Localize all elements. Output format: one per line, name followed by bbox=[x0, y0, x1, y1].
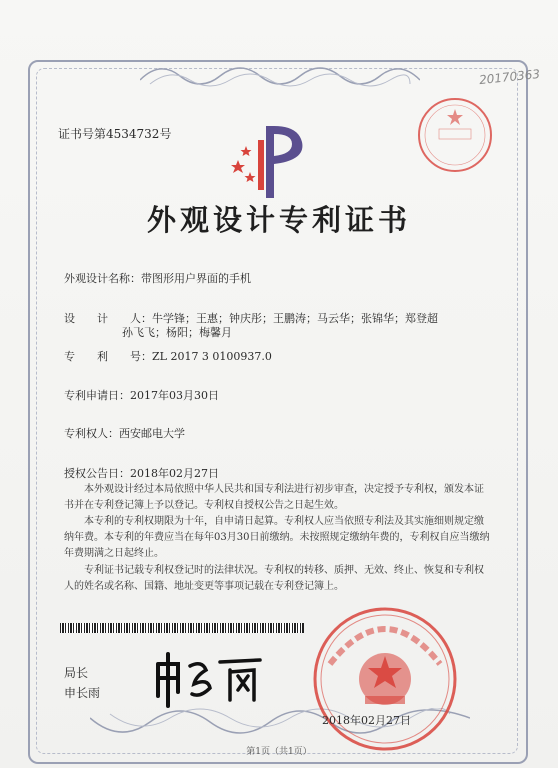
barcode bbox=[60, 623, 304, 633]
designers-label: 设 计 人： bbox=[64, 312, 152, 325]
filing-date-label: 专利申请日： bbox=[64, 389, 130, 402]
patentee-row bbox=[64, 425, 185, 441]
page-indicator: 第1页（共1页） bbox=[246, 747, 312, 757]
body-paragraph-2: 本专利的专利权期限为十年，自申请日起算。专利权人应当依照专利法及其实施细则规定缴纳年费。本专利的年费应当在每年03月30日前缴纳。未按照规定缴纳年费的，专利权自应当缴纳年费期满之日起终止。 bbox=[64, 516, 490, 559]
grant-date-label: 授权公告日： bbox=[64, 467, 130, 480]
designers-row bbox=[64, 310, 438, 326]
patent-number-value: ZL 2017 3 0100937.0 bbox=[152, 350, 272, 363]
filing-date-value: 2017年03月30日 bbox=[130, 389, 219, 402]
national-ip-office-seal bbox=[310, 604, 460, 754]
patentee-label: 专利权人： bbox=[64, 427, 119, 440]
director-signature bbox=[150, 650, 270, 710]
director-title: 局长 bbox=[64, 666, 89, 680]
patent-number-label: 专 利 号： bbox=[64, 350, 152, 363]
grant-date-row bbox=[64, 465, 219, 481]
designers-row-2 bbox=[122, 324, 232, 340]
body-paragraph-1: 本外观设计经过本局依照中华人民共和国专利法进行初步审查，决定授予专利权，颁发本证书并在专利登记簿上予以登记。专利权自授权公告之日起生效。 bbox=[64, 484, 484, 511]
designers-value-1: 牛学锋；王惠；钟庆彤；王鹏涛；马云华；张锦华；郑登超 bbox=[152, 312, 438, 325]
body-paragraph-3: 专利证书记载专利权登记时的法律状况。专利权的转移、质押、无效、终止、恢复和专利权人的姓名或名称、国籍、地址变更等事项记载在专利登记簿上。 bbox=[64, 565, 484, 592]
filing-date-row bbox=[64, 387, 219, 403]
page-title: 外观设计专利证书 bbox=[146, 203, 411, 237]
grant-date-value: 2018年02月27日 bbox=[130, 467, 219, 480]
patentee-value: 西安邮电大学 bbox=[119, 427, 185, 440]
design-name-label: 外观设计名称： bbox=[64, 272, 141, 285]
handwritten-note: 20170363 bbox=[478, 66, 541, 88]
design-name-row bbox=[64, 270, 251, 286]
agency-seal bbox=[415, 95, 495, 175]
design-name-value: 带图形用户界面的手机 bbox=[141, 272, 251, 285]
patent-office-emblem bbox=[228, 120, 312, 204]
certificate-number: 证书号第4534732号 bbox=[58, 127, 172, 141]
director-name: 申长雨 bbox=[64, 686, 101, 700]
patent-number-row bbox=[64, 348, 272, 364]
top-ornament bbox=[140, 58, 420, 88]
designers-value-2: 孙飞飞；杨阳；梅馨月 bbox=[122, 326, 232, 339]
seal-date: 2018年02月27日 bbox=[322, 714, 411, 727]
